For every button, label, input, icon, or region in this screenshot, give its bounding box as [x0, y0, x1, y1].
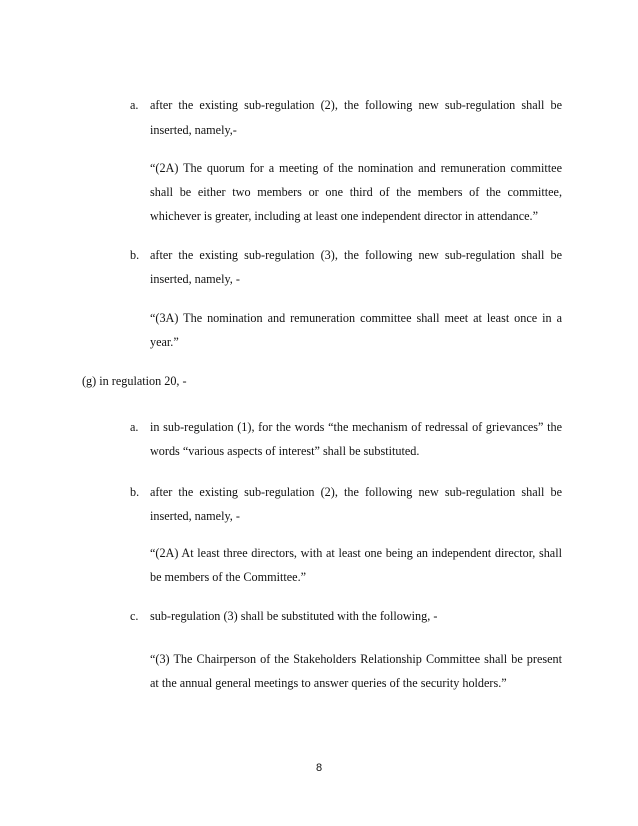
- item-a2-line-2: words “various aspects of interest” shall be substituted.: [150, 444, 420, 458]
- quote-2a-line-2: shall be either two members or one third of the members of the committee,: [150, 185, 562, 199]
- page-number: 8: [315, 762, 323, 774]
- item-a2-line-1: in sub-regulation (1), for the words “the mechanism of redressal of grievances” the: [150, 420, 562, 434]
- quote-3-line-1: “(3) The Chairperson of the Stakeholders Relationship Committee shall be present: [150, 652, 562, 666]
- item-c-marker: c.: [130, 609, 139, 623]
- item-a-marker: a.: [130, 98, 139, 112]
- quote-2a-directors-line-2: be members of the Committee.”: [150, 570, 307, 584]
- item-b-line-2: inserted, namely, -: [150, 272, 240, 286]
- item-b-marker: b.: [130, 248, 140, 262]
- item-c-line-1: sub-regulation (3) shall be substituted with the following, -: [150, 609, 438, 623]
- quote-3a-line-1: “(3A) The nomination and remuneration committee shall meet at least once in a: [150, 311, 562, 325]
- quote-3a-line-2: year.”: [150, 335, 179, 349]
- item-b2-line-1: after the existing sub-regulation (2), the following new sub-regulation shall be: [150, 485, 562, 499]
- quote-3-line-2: at the annual general meetings to answer queries of the security holders.”: [150, 676, 507, 690]
- quote-2a-line-1: “(2A) The quorum for a meeting of the nomination and remuneration committee: [150, 161, 562, 175]
- quote-2a-line-3: whichever is greater, including at least one independent director in attendance.”: [150, 209, 538, 223]
- regulation-g-heading: (g) in regulation 20, -: [82, 374, 187, 388]
- item-b2-line-2: inserted, namely, -: [150, 509, 240, 523]
- item-a-line-2: inserted, namely,-: [150, 123, 237, 137]
- quote-2a-directors-line-1: “(2A) At least three directors, with at least one being an independent director, shall: [150, 546, 562, 560]
- item-b2-marker: b.: [130, 485, 140, 499]
- item-a-line-1: after the existing sub-regulation (2), the following new sub-regulation shall be: [150, 98, 562, 112]
- item-b-line-1: after the existing sub-regulation (3), the following new sub-regulation shall be: [150, 248, 562, 262]
- item-a2-marker: a.: [130, 420, 139, 434]
